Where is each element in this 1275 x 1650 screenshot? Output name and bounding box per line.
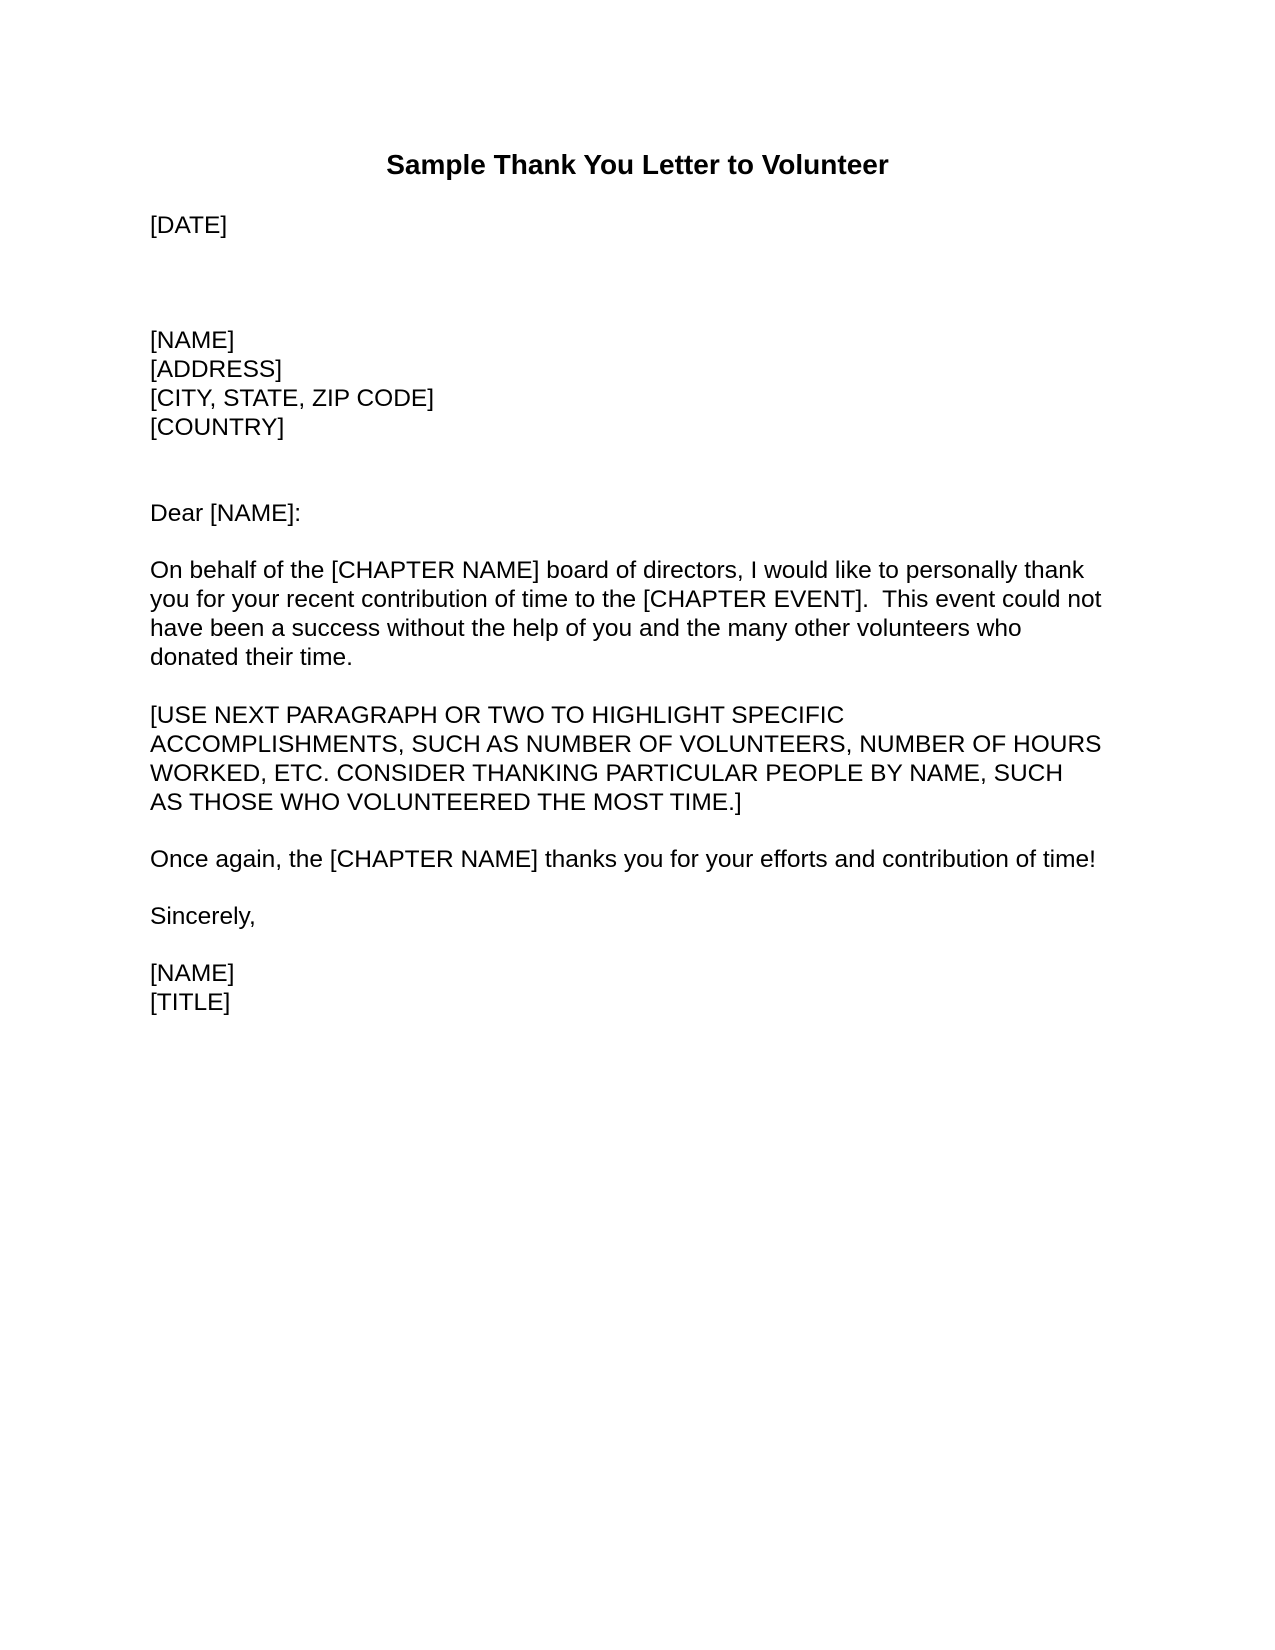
signature-name: [NAME] [150,960,235,987]
salutation: Dear [NAME]: [150,500,302,527]
paragraph-line: you for your recent contribution of time to the [CHAPTER EVENT]. This event could not [150,586,1102,613]
paragraph-instructions [150,701,1150,817]
paragraph-line: have been a success without the help of you and the many other volunteers who [150,615,1022,642]
document-title: Sample Thank You Letter to Volunteer [386,149,889,180]
paragraph-line: [USE NEXT PARAGRAPH OR TWO TO HIGHLIGHT SPECIFIC [150,702,845,729]
paragraph-line: donated their time. [150,644,353,671]
paragraph-thanks [150,556,1150,672]
recipient-name: [NAME] [150,327,235,354]
recipient-city-state-zip: [CITY, STATE, ZIP CODE] [150,385,435,412]
paragraph-line: AS THOSE WHO VOLUNTEERED THE MOST TIME.] [150,789,742,816]
recipient-address-block [150,326,1150,442]
paragraph-line: On behalf of the [CHAPTER NAME] board of directors, I would like to personally thank [150,557,1085,584]
signature-title: [TITLE] [150,989,231,1016]
recipient-country: [COUNTRY] [150,414,285,441]
recipient-address: [ADDRESS] [150,356,283,383]
paragraph-line: ACCOMPLISHMENTS, SUCH AS NUMBER OF VOLUNTEERS, NUMBER OF HOURS [150,731,1102,758]
closing: Sincerely, [150,903,256,930]
letter-date: [DATE] [150,212,228,239]
paragraph-line: WORKED, ETC. CONSIDER THANKING PARTICULAR PEOPLE BY NAME, SUCH [150,760,1064,787]
paragraph-closing-thanks: Once again, the [CHAPTER NAME] thanks you for your efforts and contribution of time! [150,846,1096,873]
signature-block [150,959,1150,1017]
